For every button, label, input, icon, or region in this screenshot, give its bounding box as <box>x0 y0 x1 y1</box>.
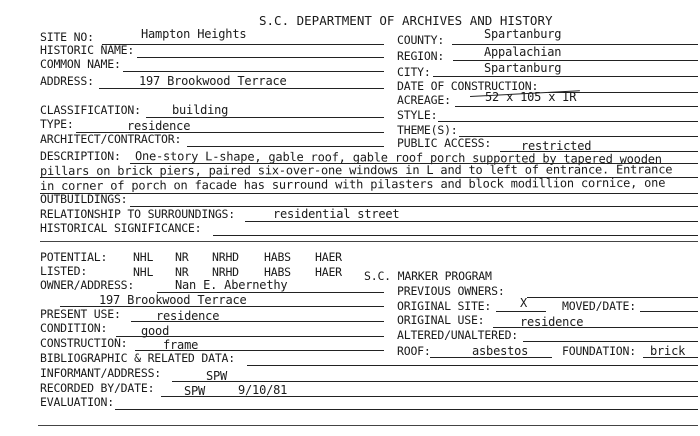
region-value[interactable]: Appalachian <box>484 45 562 59</box>
significance-label: HISTORICAL SIGNIFICANCE: <box>40 221 202 235</box>
historic-name-label: HISTORIC NAME: <box>40 43 135 57</box>
public-access-label: PUBLIC ACCESS: <box>397 136 492 150</box>
classification-line <box>146 117 384 118</box>
bibliographic-line[interactable] <box>247 365 698 366</box>
listed-haer[interactable]: HAER <box>315 265 342 279</box>
city-line <box>433 76 698 77</box>
condition-label: CONDITION: <box>40 321 108 335</box>
description-rule-3 <box>40 193 698 194</box>
site-no-line <box>102 44 384 45</box>
county-label: COUNTY: <box>397 33 445 47</box>
recorded-label: RECORDED BY/DATE: <box>40 381 155 395</box>
recorded-by-value[interactable]: SPW <box>184 384 206 398</box>
city-value[interactable]: Spartanburg <box>484 61 562 75</box>
altered-line[interactable] <box>523 341 698 342</box>
informant-value[interactable]: SPW <box>206 369 228 383</box>
evaluation-label: EVALUATION: <box>40 395 114 409</box>
moved-date-label: MOVED/DATE: <box>562 299 636 313</box>
classification-label: CLASSIFICATION: <box>40 103 141 117</box>
site-no-value[interactable]: Hampton Heights <box>141 27 247 41</box>
description-label: DESCRIPTION: <box>40 149 121 163</box>
construction-label: CONSTRUCTION: <box>40 336 128 350</box>
classification-value[interactable]: building <box>172 103 229 117</box>
moved-date-line[interactable] <box>640 311 698 312</box>
bibliographic-label: BIBLIOGRAPHIC & RELATED DATA: <box>40 351 235 365</box>
original-site-value[interactable]: X <box>520 296 528 310</box>
theme-line[interactable] <box>459 136 698 137</box>
significance-line[interactable] <box>213 235 698 236</box>
potential-haer[interactable]: HAER <box>315 250 342 264</box>
section-divider <box>40 241 698 242</box>
original-site-line <box>496 311 546 312</box>
potential-nr[interactable]: NR <box>175 250 189 264</box>
listed-habs[interactable]: HABS <box>264 265 291 279</box>
architect-line[interactable] <box>187 146 384 147</box>
construction-value[interactable]: frame <box>163 338 199 352</box>
address-line <box>99 88 384 89</box>
original-use-label: ORIGINAL USE: <box>397 313 485 327</box>
type-value[interactable]: residence <box>127 119 191 133</box>
present-use-line <box>131 321 384 322</box>
condition-line <box>116 336 384 337</box>
potential-nrhd[interactable]: NRHD <box>212 250 239 264</box>
common-name-line[interactable] <box>123 71 384 72</box>
roof-line <box>430 357 552 358</box>
foundation-value[interactable]: brick <box>650 344 686 358</box>
relationship-line <box>245 221 698 222</box>
present-use-label: PRESENT USE: <box>40 307 121 321</box>
outbuildings-label: OUTBUILDINGS: <box>40 192 128 206</box>
original-use-line <box>493 327 698 328</box>
type-label: TYPE: <box>40 117 74 131</box>
owner-address-value[interactable]: 197 Brookwood Terrace <box>99 293 247 307</box>
recorded-line <box>161 396 698 397</box>
historic-name-line[interactable] <box>137 57 384 58</box>
form-header: S.C. DEPARTMENT OF ARCHIVES AND HISTORY <box>259 13 553 28</box>
original-use-value[interactable]: residence <box>520 315 584 329</box>
roof-label: ROOF: <box>397 344 431 358</box>
previous-owners-line[interactable] <box>527 297 698 298</box>
roof-value[interactable]: asbestos <box>472 344 529 358</box>
description-line-2[interactable]: pillars on brick piers, paired six-over-one windows in L and to left of entrance. Entrance <box>39 162 673 178</box>
potential-nhl[interactable]: NHL <box>133 250 154 264</box>
architect-label: ARCHITECT/CONTRACTOR: <box>40 132 182 146</box>
foundation-line <box>643 357 698 358</box>
altered-label: ALTERED/UNALTERED: <box>397 328 519 342</box>
relationship-label: RELATIONSHIP TO SURROUNDINGS: <box>40 207 235 221</box>
listed-nhl[interactable]: NHL <box>133 265 154 279</box>
address-label: ADDRESS: <box>40 74 94 88</box>
city-label: CITY: <box>397 65 431 79</box>
original-site-label: ORIGINAL SITE: <box>397 299 492 313</box>
date-construction-label: DATE OF CONSTRUCTION: <box>397 79 539 93</box>
listed-label: LISTED: <box>40 264 88 278</box>
marker-program-label: S.C. MARKER PROGRAM <box>364 269 492 283</box>
relationship-value[interactable]: residential street <box>273 207 400 221</box>
potential-habs[interactable]: HABS <box>264 250 291 264</box>
condition-value[interactable]: good <box>141 324 170 338</box>
recorded-date-value[interactable]: 9/10/81 <box>238 383 288 397</box>
informant-line <box>172 381 698 382</box>
potential-label: POTENTIAL: <box>40 250 108 264</box>
evaluation-line[interactable] <box>115 409 698 410</box>
listed-nr[interactable]: NR <box>175 265 189 279</box>
owner-name-value[interactable]: Nan E. Abernethy <box>175 278 288 292</box>
style-line[interactable] <box>438 121 698 122</box>
common-name-label: COMMON NAME: <box>40 57 121 71</box>
acreage-value[interactable]: 52 x 105 x IR <box>485 90 577 104</box>
address-value[interactable]: 197 Brookwood Terrace <box>139 74 287 88</box>
style-label: STYLE: <box>397 108 438 122</box>
county-value[interactable]: Spartanburg <box>484 27 562 41</box>
acreage-line <box>455 106 698 107</box>
site-no-label: SITE NO: <box>40 30 94 44</box>
informant-label: INFORMANT/ADDRESS: <box>40 366 162 380</box>
description-line-3[interactable]: in corner of porch on facade has surround with pilasters and block modillion cornice, one <box>39 175 666 193</box>
acreage-label: ACREAGE: <box>397 93 451 107</box>
public-access-value[interactable]: restricted <box>521 139 592 153</box>
theme-label: THEME(S): <box>397 123 458 137</box>
bottom-rule <box>38 425 698 426</box>
foundation-label: FOUNDATION: <box>562 344 636 358</box>
listed-nrhd[interactable]: NRHD <box>212 265 239 279</box>
previous-owners-label: PREVIOUS OWNERS: <box>397 284 505 298</box>
owner-label: OWNER/ADDRESS: <box>40 278 135 292</box>
present-use-value[interactable]: residence <box>156 309 220 323</box>
description-line-1[interactable]: One-story L-shape, gable roof, gable roof porch supported by tapered wooden <box>134 149 662 167</box>
region-label: REGION: <box>397 49 445 63</box>
